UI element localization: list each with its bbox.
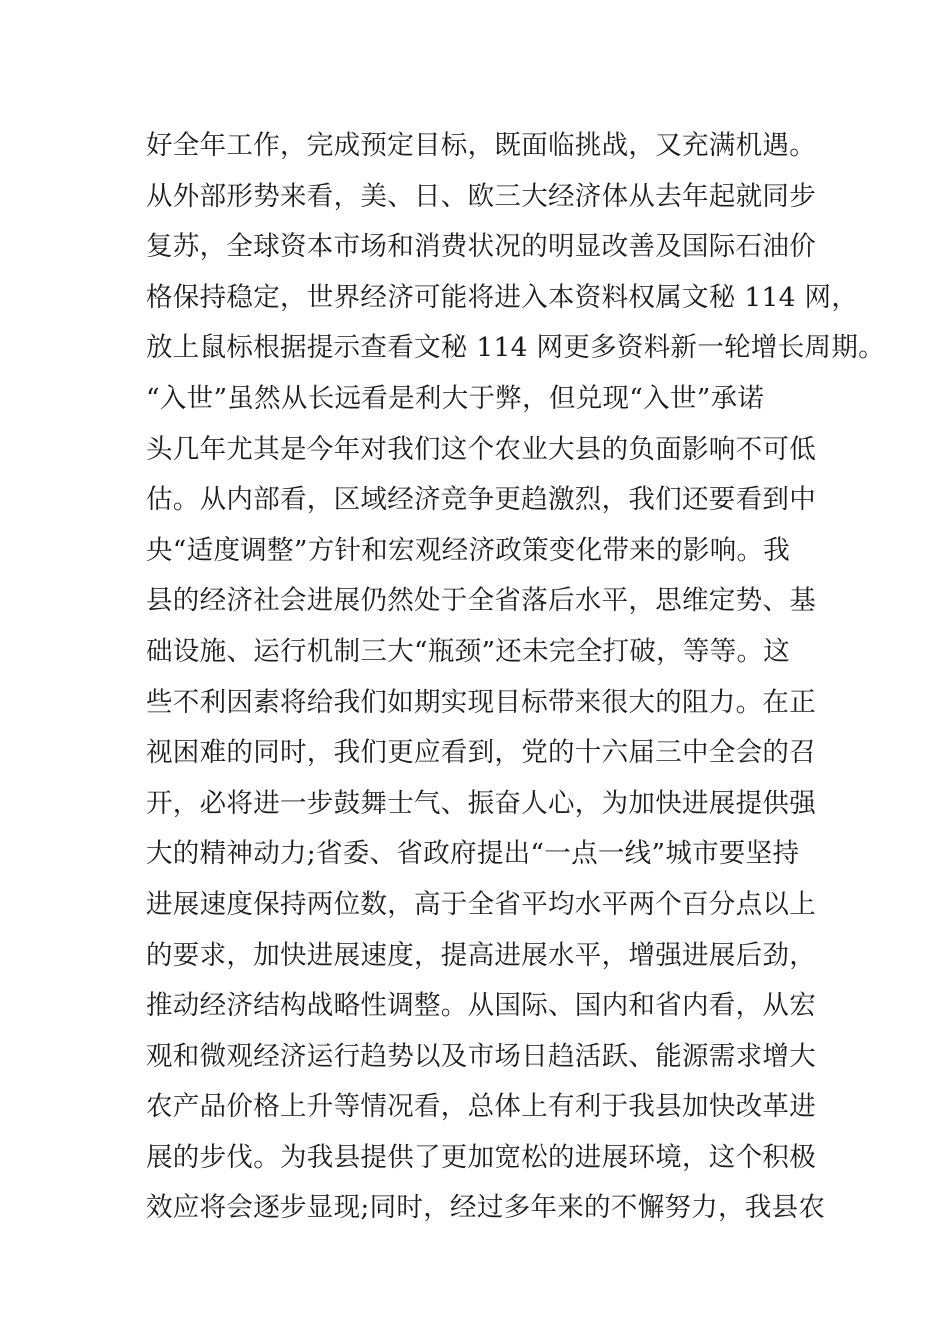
text-line: “入世”虽然从长远看是利大于弊，但兑现“入世”承诺 bbox=[146, 382, 765, 414]
text-line: 央“适度调整”方针和宏观经济政策变化带来的影响。我 bbox=[146, 534, 791, 566]
text-line: 好全年工作，完成预定目标，既面临挑战，又充满机遇。 bbox=[146, 130, 816, 161]
text-line: 复苏，全球资本市场和消费状况的明显改善及国际石油价 bbox=[146, 231, 816, 263]
text-line: 进展速度保持两位数，高于全省平均水平两个百分点以上 bbox=[146, 888, 816, 920]
text-line: 观和微观经济运行趋势以及市场日趋活跃、能源需求增大 bbox=[146, 1040, 816, 1072]
text-line: 头几年尤其是今年对我们这个农业大县的负面影响不可低 bbox=[146, 433, 816, 465]
text-line: 开，必将进一步鼓舞士气、振奋人心，为加快进展提供强 bbox=[146, 787, 816, 819]
text-line: 础设施、运行机制三大“瓶颈”还未完全打破，等等。这 bbox=[146, 635, 791, 667]
text-line: 的要求，加快进展速度，提高进展水平，增强进展后劲， bbox=[146, 939, 816, 971]
text-line: 推动经济结构战略性调整。从国际、国内和省内看，从宏 bbox=[146, 990, 816, 1022]
text-line: 展的步伐。为我县提供了更加宽松的进展环境，这个积极 bbox=[146, 1141, 816, 1173]
text-line: 从外部形势来看，美、日、欧三大经济体从去年起就同步 bbox=[146, 180, 816, 212]
body-text bbox=[146, 127, 885, 1240]
text-line: 农产品价格上升等情况看，总体上有利于我县加快改革进 bbox=[146, 1091, 816, 1123]
text-line: 放上鼠标根据提示查看文秘 114 网更多资料新一轮增长周期。 bbox=[146, 332, 885, 364]
text-line: 格保持稳定，世界经济可能将进入本资料权属文秘 114 网， bbox=[146, 281, 859, 313]
text-line: 大的精神动力;省委、省政府提出“一点一线”城市要坚持 bbox=[146, 838, 800, 870]
text-line: 县的经济社会进展仍然处于全省落后水平，思维定势、基 bbox=[146, 585, 816, 617]
text-line: 估。从内部看，区域经济竞争更趋激烈，我们还要看到中 bbox=[146, 484, 816, 516]
text-line: 效应将会逐步显现;同时，经过多年来的不懈努力，我县农 bbox=[146, 1192, 826, 1224]
text-line: 视困难的同时，我们更应看到，党的十六届三中全会的召 bbox=[146, 737, 816, 769]
text-line: 些不利因素将给我们如期实现目标带来很大的阻力。在正 bbox=[146, 686, 816, 718]
